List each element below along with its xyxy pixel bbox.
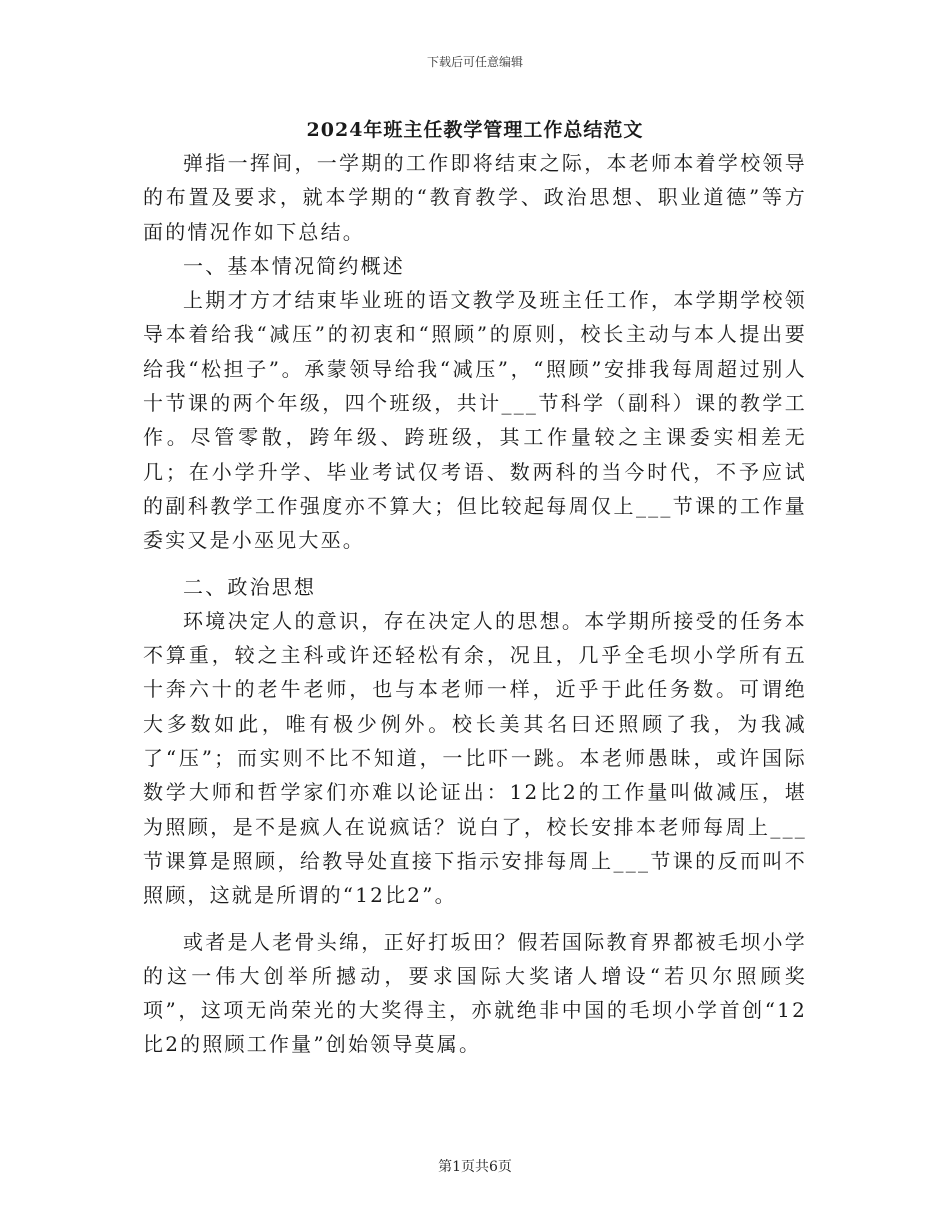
heading-basic-situation: 一、基本情况简约概述 (183, 253, 405, 278)
document-body (143, 146, 807, 1062)
page-number: 第1页共6页 (438, 1159, 512, 1175)
paragraph-political-thought: 环境决定人的意识，存在决定人的思想。本学期所接受的任务本不算重，较之主科或许还轻松有余，况且，几乎全毛坝小学所有五十奔六十的老牛老师，也与本老师一样，近乎于此任务数。可谓绝大多数如此，唯有极少例外。校长美其名曰还照顾了我，为我减了“压”；而实则不比不知道，一比吓一跳。本老师愚昧，或许国际数学大师和哲学家们亦难以论证出：12比2的工作量叫做减压，堪为照顾，是不是疯人在说疯话？说白了，校长安排本老师每周上___节课算是照顾，给教导处直接下指示安排每周上___节课的反而叫不照顾，这就是所谓的“12比2”。 (143, 608, 807, 908)
paragraph-intro: 弹指一挥间，一学期的工作即将结束之际，本老师本着学校领导的布置及要求，就本学期的“教育教学、政治思想、职业道德”等方面的情况作如下总结。 (143, 151, 807, 244)
paragraph-basic-situation: 上期才方才结束毕业班的语文教学及班主任工作，本学期学校领导本着给我“减压”的初衷和“照顾”的原则，校长主动与本人提出要给我“松担子”。承蒙领导给我“减压”，“照顾”安排我每周超过别人十节课的两个年级，四个班级，共计___节科学（副科）课的教学工作。尽管零散，跨年级、跨班级，其工作量较之主课委实相差无几；在小学升学、毕业考试仅考语、数两科的当今时代，不予应试的副科教学工作强度亦不算大；但比较起每周仅上___节课的工作量委实又是小巫见大巫。 (143, 288, 807, 553)
document-title: 2024年班主任教学管理工作总结范文 (306, 119, 644, 141)
paragraph-closing: 或者是人老骨头绵，正好打坂田？假若国际教育界都被毛坝小学的这一伟大创举所撼动，要求国际大奖诸人增设“若贝尔照顾奖项”，这项无尚荣光的大奖得主，亦就绝非中国的毛坝小学首创“12比2的照顾工作量”创始领导莫属。 (143, 929, 807, 1057)
header-note: 下载后可任意编辑 (426, 55, 523, 69)
heading-political-thought: 二、政治思想 (183, 574, 317, 599)
